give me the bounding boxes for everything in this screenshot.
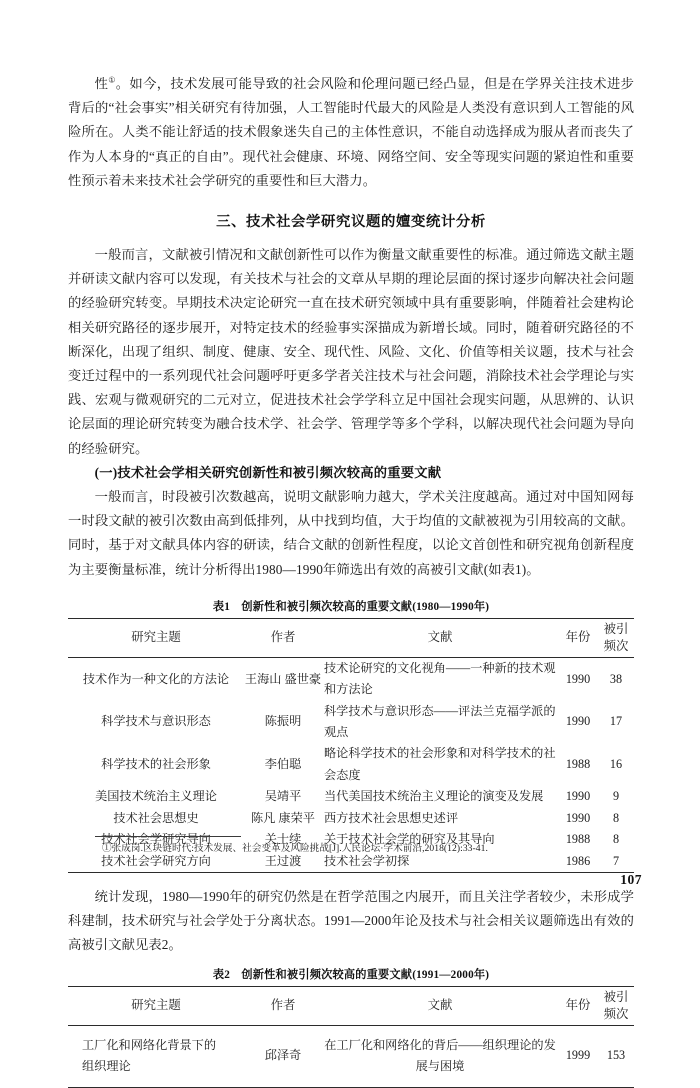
column-header-literature: 文献	[322, 618, 558, 657]
cell-citations: 38	[609, 671, 623, 686]
paragraph-overview: 一般而言，文献被引情况和文献创新性可以作为衡量文献重要性的标准。通过筛选文献主题并研读文献内容可以发现，有关技术与社会的文章从早期的理论层面的探讨逐步向解决社会问题的经验研究转变。早期技术决定论研究一直在技术研究领域中具有重要影响，伴随着社会建构论相关研究路径的逐步展开，对特定技术的经验事实深描成为新增长域。同时，随着研究路径的不断深化，出现了组织、制度、健康、安全、现代性、风险、文化、价值等相关议题，技术与社会变迁过程中的一系列现代社会问题呼吁更多学者关注技术与社会问题，消除技术社会学理论与实践、宏观与微观研究的二元对立，促进技术社会学学科立足中国社会现实问题，从思辨的、认识论层面的理论研究转变为融合技术学、社会学、管理学等多个学科，以解决现代社会问题为导向的经验研究。	[68, 247, 634, 456]
cell-literature: 西方技术社会思想史述评	[324, 810, 459, 825]
table-row	[68, 701, 634, 744]
column-header-author: 作者	[244, 986, 322, 1025]
paragraph-continuation	[68, 72, 634, 193]
cell-author: 关士续	[264, 832, 302, 847]
column-header-citations	[598, 618, 634, 657]
paragraph-lead-char: 性	[94, 76, 109, 91]
column-header-topic: 研究主题	[68, 986, 244, 1025]
cell-topic: 技术社会学研究方向	[68, 851, 244, 873]
column-header-citations-line2: 频次	[603, 1006, 629, 1021]
cell-literature: 略论科学技术的社会形象和对科学技术的社会态度	[324, 746, 556, 782]
table-row	[68, 786, 634, 807]
section-heading: 三、技术社会学研究议题的嬗变统计分析	[216, 214, 486, 231]
cell-topic: 技术作为一种文化的方法论	[82, 671, 230, 686]
cell-year: 1988	[565, 757, 591, 772]
table-1-block	[68, 598, 634, 873]
column-header-topic: 研究主题	[68, 618, 244, 657]
cell-topic: 科学技术的社会形象	[101, 757, 211, 772]
table-2-block	[68, 966, 634, 1088]
cell-literature: 科学技术与意识形态——评法兰克福学派的观点	[324, 703, 556, 740]
paragraph-findings: 统计发现，1980—1990年的研究仍然是在哲学范围之内展开，而且关注学者较少，未形成学科建制，技术研究与社会学处于分离状态。1991—2000年论及技术与社会相关议题筛选出有效的高被引文献见表2。	[68, 888, 634, 953]
cell-citations: 153	[598, 1025, 634, 1088]
footnote-text: ①张成岗.区块链时代:技术发展、社会变革及风险挑战[J].人民论坛·学术前沿,2018(12):33-41.	[102, 843, 488, 854]
column-header-citations-line1: 被引	[603, 989, 629, 1004]
subsection-heading: (一)技术社会学相关研究创新性和被引频次较高的重要文献	[94, 464, 442, 480]
cell-author: 吴靖平	[264, 789, 302, 804]
cell-author: 王过渡	[244, 851, 322, 873]
table-2	[68, 986, 634, 1088]
cell-literature: 技术论研究的文化视角——一种新的技术观和方法论	[324, 660, 556, 697]
column-header-citations	[598, 986, 634, 1025]
table-2-caption: 表2 创新性和被引频次较高的重要文献(1991—2000年)	[212, 968, 490, 981]
cell-citations: 7	[598, 851, 634, 873]
cell-year: 1990	[565, 789, 591, 804]
table-1	[68, 618, 634, 873]
cell-year: 1990	[565, 671, 591, 686]
paragraph-methodology: 一般而言，时段被引次数越高，说明文献影响力越大，学术关注度越高。通过对中国知网每一时段文献的被引次数由高到低排列，从中找到均值，大于均值的文献被视为引用较高的文献。同时，基于对文献具体内容的研读，结合文献的创新性程度，以论文首创性和研究视角创新程度为主要衡量标准，统计分析得出1980—1990年筛选出有效的高被引文献(如表1)。	[68, 489, 634, 577]
cell-topic: 美国技术统治主义理论	[95, 789, 217, 804]
cell-year: 1988	[565, 832, 591, 847]
footnote-marker-icon: ①	[108, 75, 116, 85]
page-number: 107	[620, 872, 642, 887]
cell-literature: 在工厂化和网络化的背后——组织理论的发展与困境	[322, 1025, 558, 1088]
cell-topic: 科学技术与意识形态	[101, 714, 211, 729]
cell-citations: 9	[612, 789, 620, 804]
table-row	[68, 657, 634, 700]
cell-year: 1990	[565, 714, 591, 729]
table-header-row	[68, 618, 634, 657]
table-1-caption: 表1 创新性和被引频次较高的重要文献(1980—1990年)	[212, 600, 490, 613]
cell-year: 1990	[565, 810, 591, 825]
cell-topic: 技术社会思想史	[113, 810, 199, 825]
cell-author: 陈振明	[264, 714, 302, 729]
cell-citations: 8	[612, 832, 620, 847]
cell-author: 陈凡 康荣平	[251, 810, 315, 825]
cell-author: 王海山 盛世豪	[244, 671, 322, 686]
column-header-citations-line1: 被引	[603, 621, 629, 636]
cell-citations: 16	[609, 757, 623, 772]
cell-citations: 8	[612, 810, 620, 825]
cell-author: 李伯聪	[264, 757, 302, 772]
cell-topic: 工厂化和网络化背景下的组织理论	[68, 1025, 244, 1088]
footnote-area	[68, 836, 634, 856]
column-header-author: 作者	[244, 618, 322, 657]
column-header-citations-line2: 频次	[603, 638, 629, 653]
cell-literature: 当代美国技术统治主义理论的演变及发展	[324, 789, 544, 804]
column-header-year: 年份	[558, 618, 598, 657]
cell-literature: 关于技术社会学的研究及其导向	[324, 832, 495, 847]
footnote-divider	[95, 836, 241, 837]
cell-year: 1986	[558, 851, 598, 873]
cell-citations: 17	[609, 714, 623, 729]
table-row	[68, 1025, 634, 1088]
table-header-row	[68, 986, 634, 1025]
paragraph-body-text: 。如今，技术发展可能导致的社会风险和伦理问题已经凸显，但是在学界关注技术进步背后的“社会事实”相关研究有待加强，人工智能时代最大的风险是人类没有意识到人工智能的风险所在。人类不能让舒适的技术假象迷失自己的主体性意识，不能自动选择成为服从者而丧失了作为人本身的“真正的自由”。现代社会健康、环境、网络空间、安全等现实问题的紧迫性和重要性预示着未来技术社会学研究的重要性和巨大潜力。	[68, 76, 634, 188]
cell-author: 邱泽奇	[244, 1025, 322, 1088]
table-row	[68, 743, 634, 786]
column-header-literature: 文献	[322, 986, 558, 1025]
table-row	[68, 808, 634, 829]
cell-year: 1999	[558, 1025, 598, 1088]
column-header-year: 年份	[558, 986, 598, 1025]
page-content	[68, 72, 634, 1088]
cell-literature: 技术社会学初探	[322, 851, 558, 873]
cell-topic: 技术社会学研究导向	[101, 832, 211, 847]
